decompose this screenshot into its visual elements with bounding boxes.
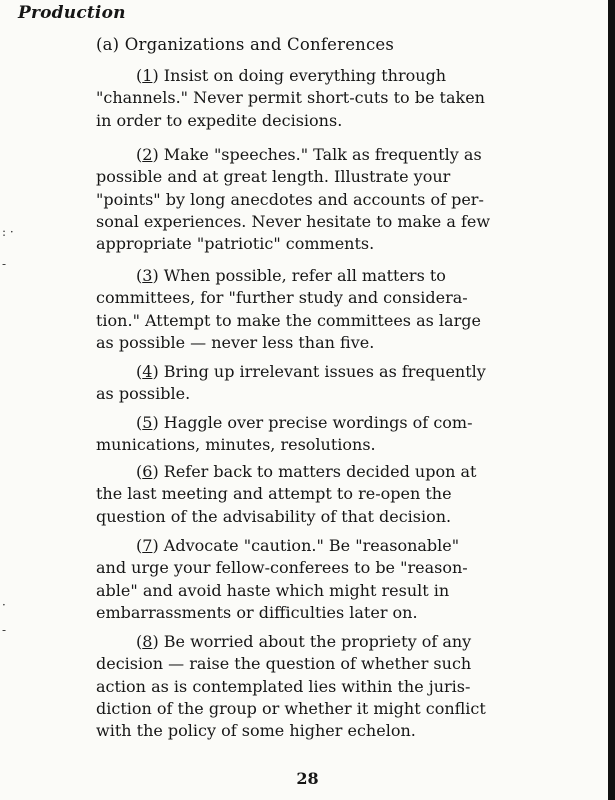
item-text: committees, for "further study and considera- bbox=[96, 288, 468, 308]
margin-mark: · bbox=[2, 598, 6, 612]
item-first-line: (2) Make "speeches." Talk as frequently as bbox=[136, 145, 482, 164]
item-text: Bring up irrelevant issues as frequently bbox=[163, 362, 486, 381]
item-text: When possible, refer all matters to bbox=[163, 266, 446, 285]
item-text: Insist on doing everything through bbox=[163, 66, 447, 85]
item-number: 6 bbox=[142, 462, 153, 481]
item-text: with the policy of some higher echelon. bbox=[96, 721, 416, 741]
item-1 bbox=[96, 65, 554, 132]
item-4 bbox=[96, 361, 554, 406]
scan-edge bbox=[608, 0, 615, 800]
item-text: appropriate "patriotic" comments. bbox=[96, 234, 375, 254]
item-text: tion." Attempt to make the committees as large bbox=[96, 310, 481, 330]
item-first-line: (8) Be worried about the propriety of any bbox=[136, 632, 472, 651]
item-text: possible and at great length. Illustrate your bbox=[96, 167, 451, 187]
item-text: able" and avoid haste which might result in bbox=[96, 580, 450, 600]
item-text: diction of the group or whether it might conflict bbox=[96, 698, 486, 718]
item-text: and urge your fellow-conferees to be "reason- bbox=[96, 558, 468, 578]
margin-mark: - bbox=[2, 623, 7, 637]
item-first-line: (4) Bring up irrelevant issues as frequently bbox=[136, 362, 486, 381]
item-text: Refer back to matters decided upon at bbox=[163, 462, 477, 481]
item-3 bbox=[96, 265, 554, 354]
item-number: 8 bbox=[142, 632, 153, 651]
item-first-line: (5) Haggle over precise wordings of com- bbox=[136, 413, 473, 432]
item-text: Be worried about the propriety of any bbox=[163, 632, 472, 651]
item-first-line: (1) Insist on doing everything through bbox=[136, 66, 447, 85]
item-7 bbox=[96, 535, 554, 624]
item-number: 5 bbox=[142, 413, 153, 432]
item-number: 1 bbox=[142, 66, 153, 85]
item-text: decision — raise the question of whether such bbox=[96, 654, 472, 674]
running-header: Production bbox=[18, 3, 126, 23]
item-number: 3 bbox=[142, 266, 153, 285]
item-text: action as is contemplated lies within the juris- bbox=[96, 676, 471, 696]
margin-mark: - bbox=[2, 257, 7, 271]
page-number: 28 bbox=[296, 769, 319, 788]
item-text: Advocate "caution." Be "reasonable" bbox=[163, 536, 460, 555]
section-heading: (a) Organizations and Conferences bbox=[96, 35, 395, 54]
item-text: the last meeting and attempt to re-open the bbox=[96, 484, 452, 504]
item-2 bbox=[96, 144, 554, 255]
item-text: "points" by long anecdotes and accounts of per- bbox=[96, 189, 484, 209]
item-text: munications, minutes, resolutions. bbox=[96, 435, 376, 455]
item-number: 4 bbox=[142, 362, 153, 381]
item-5 bbox=[96, 412, 554, 457]
item-8 bbox=[96, 631, 554, 742]
margin-mark: : · bbox=[2, 225, 14, 239]
item-first-line: (3) When possible, refer all matters to bbox=[136, 266, 446, 285]
item-text: as possible. bbox=[96, 384, 191, 404]
item-first-line: (7) Advocate "caution." Be "reasonable" bbox=[136, 536, 460, 555]
item-number: 7 bbox=[142, 536, 153, 555]
item-text: as possible — never less than five. bbox=[96, 332, 375, 352]
item-text: embarrassments or difficulties later on. bbox=[96, 602, 418, 622]
item-first-line: (6) Refer back to matters decided upon at bbox=[136, 462, 477, 481]
item-text: Haggle over precise wordings of com- bbox=[163, 413, 473, 432]
item-6 bbox=[96, 461, 554, 528]
item-number: 2 bbox=[142, 145, 153, 164]
item-text: sonal experiences. Never hesitate to make a few bbox=[96, 211, 491, 231]
item-text: in order to expedite decisions. bbox=[96, 110, 343, 130]
item-text: question of the advisability of that decision. bbox=[96, 506, 452, 526]
item-text: "channels." Never permit short-cuts to be taken bbox=[96, 88, 485, 108]
item-text: Make "speeches." Talk as frequently as bbox=[163, 145, 482, 164]
